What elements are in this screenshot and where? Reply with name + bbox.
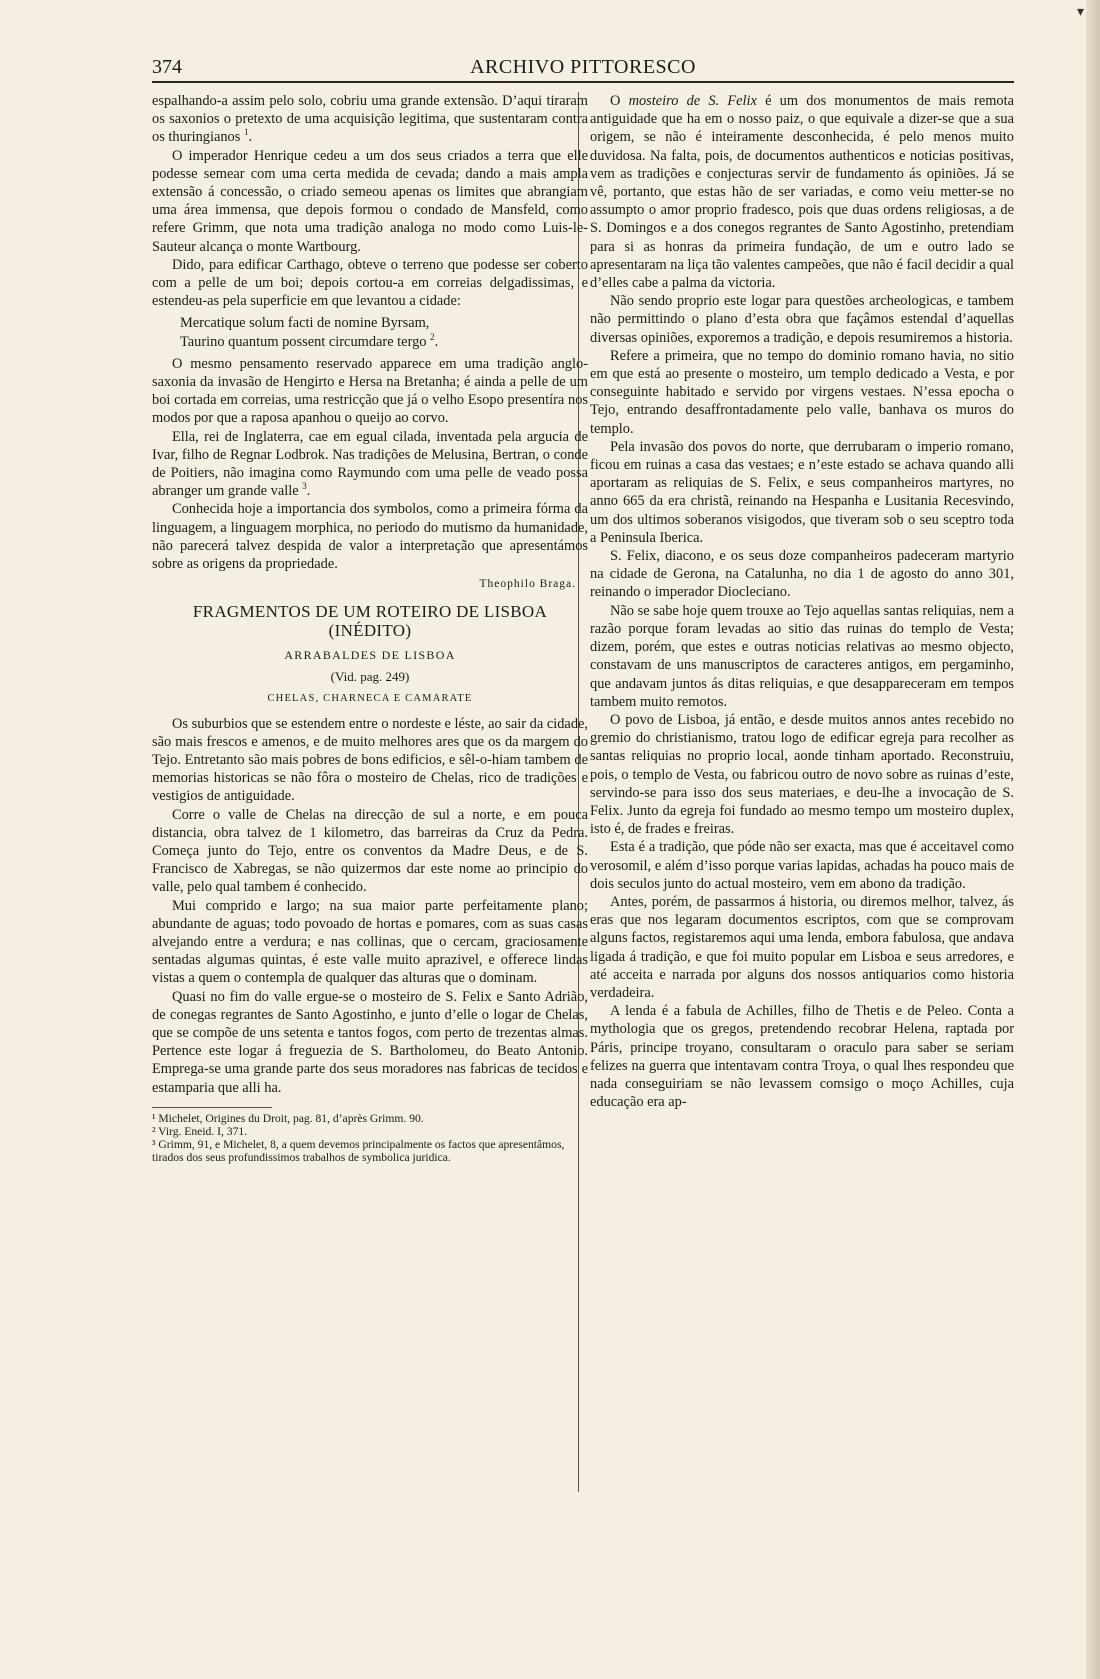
footnotes xyxy=(152,1112,588,1164)
verse-line: Mercatique solum facti de nomine Byrsam, xyxy=(180,315,430,332)
paragraph: Refere a primeira, que no tempo do dominio romano havia, no sitio em que está ao presente o mosteiro, um templo dedicado a Vesta, e por conseguinte habitado e servido por virgens vestaes. N’essa epocha o Tejo, entrando desaffrontadamente pelo valle, banhava os muros do templo. xyxy=(590,347,1014,437)
paragraph: Os suburbios que se estendem entre o nordeste e léste, ao sair da cidade, são mais frescos e amenos, e de muito melhores ares que os da margem do Tejo. Entretanto são mais pobres de bons edificios, e sêl-o-hiam tambem de memorias historicas se não fôra o mosteiro de Chelas, rico de tradições e vestigios de antiguidade. xyxy=(152,715,588,805)
footnote-ref: 2 xyxy=(430,331,435,342)
right-column xyxy=(590,92,1014,1111)
header-rule xyxy=(152,81,1014,83)
page-number: 374 xyxy=(152,56,182,78)
paragraph: Antes, porém, de passarmos á historia, ou diremos melhor, talvez, ás eras que nos legaram documentos escriptos, com que se comprovam alguns factos, registaremos aqui uma lenda, embora fabulosa, que andava ligada á tradição, e que foi muito popular em Lisboa e seus arredores, e até acceita e narrada por alguns dos nossos antiquarios como historia verdadeira. xyxy=(590,893,1014,1001)
footnote-ref: 1 xyxy=(243,127,249,138)
paragraph: Corre o valle de Chelas na direcção de sul a norte, e em pouca distancia, obra talvez de 1 kilometro, das barreiras da Cruz da Pedra. Começa junto do Tejo, entre os conventos da Madre Deus, e de S. Francisco de Xabregas, se não quizermos dar este nome ao principio do valle, pelo qual tambem é conhecido. xyxy=(152,806,588,896)
italic-phrase: mosteiro de S. Felix xyxy=(628,93,757,109)
paragraph: Quasi no fim do valle ergue-se o mosteiro de S. Felix e Santo Adrião, de conegas regrantes de Santo Agostinho, e junto d’elle o logar de Chelas, que se compõe de uns setenta e tantos fogos, com perto de trezentas almas. Pertence este logar á freguezia de S. Bartholomeu, do Beato Antonio. Emprega-se uma grande parte dos seus moradores nas fabricas de tecidos e estamparia que alli ha. xyxy=(152,988,588,1096)
paragraph: O imperador Henrique cedeu a um dos seus criados a terra que elle podesse semear com uma certa medida de cevada; dando a mais ampla extensão á concessão, o criado semeou apenas os limites que abrangiam uma área immensa, que depois formou o condado de Mansfeld, como refere Grimm, que nota uma tradição analoga no modo como Luis-le-Sauteur alcança o monte Wartbourg. xyxy=(152,147,588,255)
paragraph: Ella, rei de Inglaterra, cae em egual cilada, inventada pela argucia de Ivar, filho de Regnar Lodbrok. Nas tradições de Melusina, Bertran, o conde de Poitiers, não imagina como Raymundo com uma pelle de veado possa abranger um grande valle $^3$. xyxy=(152,428,588,500)
footnote: ² Virg. Eneid. I, 371. xyxy=(152,1124,248,1138)
paragraph: O mosteiro de S. Felix é um dos monumentos de mais remota antiguidade que ha em o nosso paiz, o que equivale a dizer-se que a sua origem, se não é inteiramente desconhecida, é pelo menos muito duvidosa. Na falta, pois, de documentos authenticos e noticias positivas, vem as tradições e conjecturas servir de fundamento ás opiniões. Já se vê, portanto, que estas hão de ser variadas, e como veiu metter-se no assumpto o amor proprio fradesco, pois que duas ordens religiosas, a de S. Domingos e a dos conegos regrantes de Santo Agostinho, pretendiam para si as honras da primeira fundação, de um e outro lado se apresentaram na liça tão valentes campeões, que não é facil decidir a qual d’elles cabe a palma da victoria. xyxy=(590,93,1014,292)
paragraph: Esta é a tradição, que póde não ser exacta, mas que é acceitavel como verosomil, e além d’isso porque varias lapidas, achadas ha pouco mais de dois seculos junto do actual mosteiro, vem em abono da tradição. xyxy=(590,839,1014,892)
page-edge-shadow xyxy=(1086,0,1100,1679)
paragraph: Mui comprido e largo; na sua maior parte perfeitamente plano; abundante de aguas; todo povoado de hortas e pomares, com as suas casas alvejando entre a verdura; e nas collinas, que o cercam, graciosamente sentadas algumas quintas, é este valle muito aprazivel, e offerece lindas vistas a quem o contempla de qualquer das alturas que o dominam. xyxy=(152,897,588,987)
paragraph: A lenda é a fabula de Achilles, filho de Thetis e de Peleo. Conta a mythologia que os gregos, pretendendo recobrar Helena, raptada por Páris, principe troyano, consultaram o oraculo para saber se seriam felizes na guerra que intentavam contra Troya, o qual lhes respondeu que nada conseguiriam se não levassem comsigo o moço Achilles, cuja educação era ap- xyxy=(590,1003,1014,1111)
verse-line: Taurino quantum possent circumdare tergo $^2$. xyxy=(180,331,439,350)
section-subheading: CHELAS, CHARNECA E CAMARATE xyxy=(267,693,473,705)
paragraph: O povo de Lisboa, já então, e desde muitos annos antes recebido no gremio do christianismo, tratou logo de edificar egreja para recolher as santas reliquias no proprio local, aonde tinham aportado. Reconstruiu, pois, o templo de Vesta, ou fabricou outro de novo sobre as ruinas d’este, servindo-se para isso dos seus materiaes, e deu-lhe a invocação de S. Felix. Junto da egreja foi fundado ao mesmo tempo um mosteiro duplex, isto é, de frades e freiras. xyxy=(590,711,1014,838)
paragraph: S. Felix, diacono, e os seus doze companheiros padeceram martyrio na cidade de Gerona, na Catalunha, no dia 1 de agosto do anno 301, reinando o imperador Diocleciano. xyxy=(590,548,1014,601)
paragraph: O mesmo pensamento reservado apparece em uma tradição anglo-saxonia da invasão de Hengirto e Hersa na Bretanha; é ainda a pelle de um boi cortada em correias, uma restricção que já o velho Esopo presentíra nos modos por que a raposa apanhou o queijo ao corvo. xyxy=(152,355,588,427)
paragraph: Pela invasão dos povos do norte, que derrubaram o imperio romano, ficou em ruinas a casa das vestaes; e n’este estado se achava quando alli aportaram as reliquias de S. Felix, e seus companheiros martyres, no anno 665 da era christã, reinando na Hespanha e Lusitania Recesvindo, um dos ultimos soberanos visigodos, que tiveram sob o seu sceptro toda a Peninsula Iberica. xyxy=(590,438,1014,546)
footnote: ¹ Michelet, Origines du Droit, pag. 81, d’après Grimm. 90. xyxy=(152,1111,424,1125)
paragraph: Dido, para edificar Carthago, obteve o terreno que podesse ser coberto com a pelle de um boi; depois cortou-a em correias delgadissimas, e estendeu-as pela superficie em que levantou a cidade: xyxy=(152,256,588,310)
section-reference: (Vid. pag. 249) xyxy=(330,669,410,685)
footnote: ³ Grimm, 91, e Michelet, 8, a quem devemos principalmente os factos que apresentâmos, tirados dos seus profundissimos trabalhos de symbolica juridica. xyxy=(152,1137,565,1164)
section-title: FRAGMENTOS DE UM ROTEIRO DE LISBOA (INÉDITO) xyxy=(192,602,548,640)
paragraph: Não se sabe hoje quem trouxe ao Tejo aquellas santas reliquias, nem a razão porque foram levadas ao sitio das ruinas do templo de Vesta; dizem, porém, que estes e outras noticias relativas ao mesmo objecto, constavam de uns manuscriptos de caracteres antigos, em pergaminho, que andavam juntos ás ditas reliquias, e que desappareceram em tempos tambem muito remotos. xyxy=(590,602,1014,710)
latin-verse xyxy=(152,314,588,350)
paragraph: Conhecida hoje a importancia dos symbolos, como a primeira fórma da linguagem, a linguagem morphica, no periodo do mutismo da humanidade, não parecerá talvez despida de valor a interpretação que apresentámos sobre as origens da propriedade. xyxy=(152,501,588,573)
footnote-ref: 3 xyxy=(302,481,307,492)
page-corner-mark: ▾ xyxy=(1076,5,1084,20)
left-column xyxy=(152,92,588,1164)
journal-title: ARCHIVO PITTORESCO xyxy=(470,56,696,78)
paragraph: espalhando-a assim pelo solo, cobriu uma grande extensão. D’aqui tiraram os saxonios o pretexto de uma acquisição legitima, que sustentaram contra os thuringianos $^1$. xyxy=(152,93,588,146)
section-subtitle: ARRABALDES DE LISBOA xyxy=(284,647,456,662)
page-header xyxy=(152,56,1014,82)
author-signature: Theophilo Braga. xyxy=(479,578,576,591)
paragraph: Não sendo proprio este logar para questões archeologicas, e tambem não permittindo o plano d’esta obra que façâmos estendal d’aquellas diversas opiniões, exporemos a tradição, e depois resumiremos a historia. xyxy=(590,293,1014,346)
